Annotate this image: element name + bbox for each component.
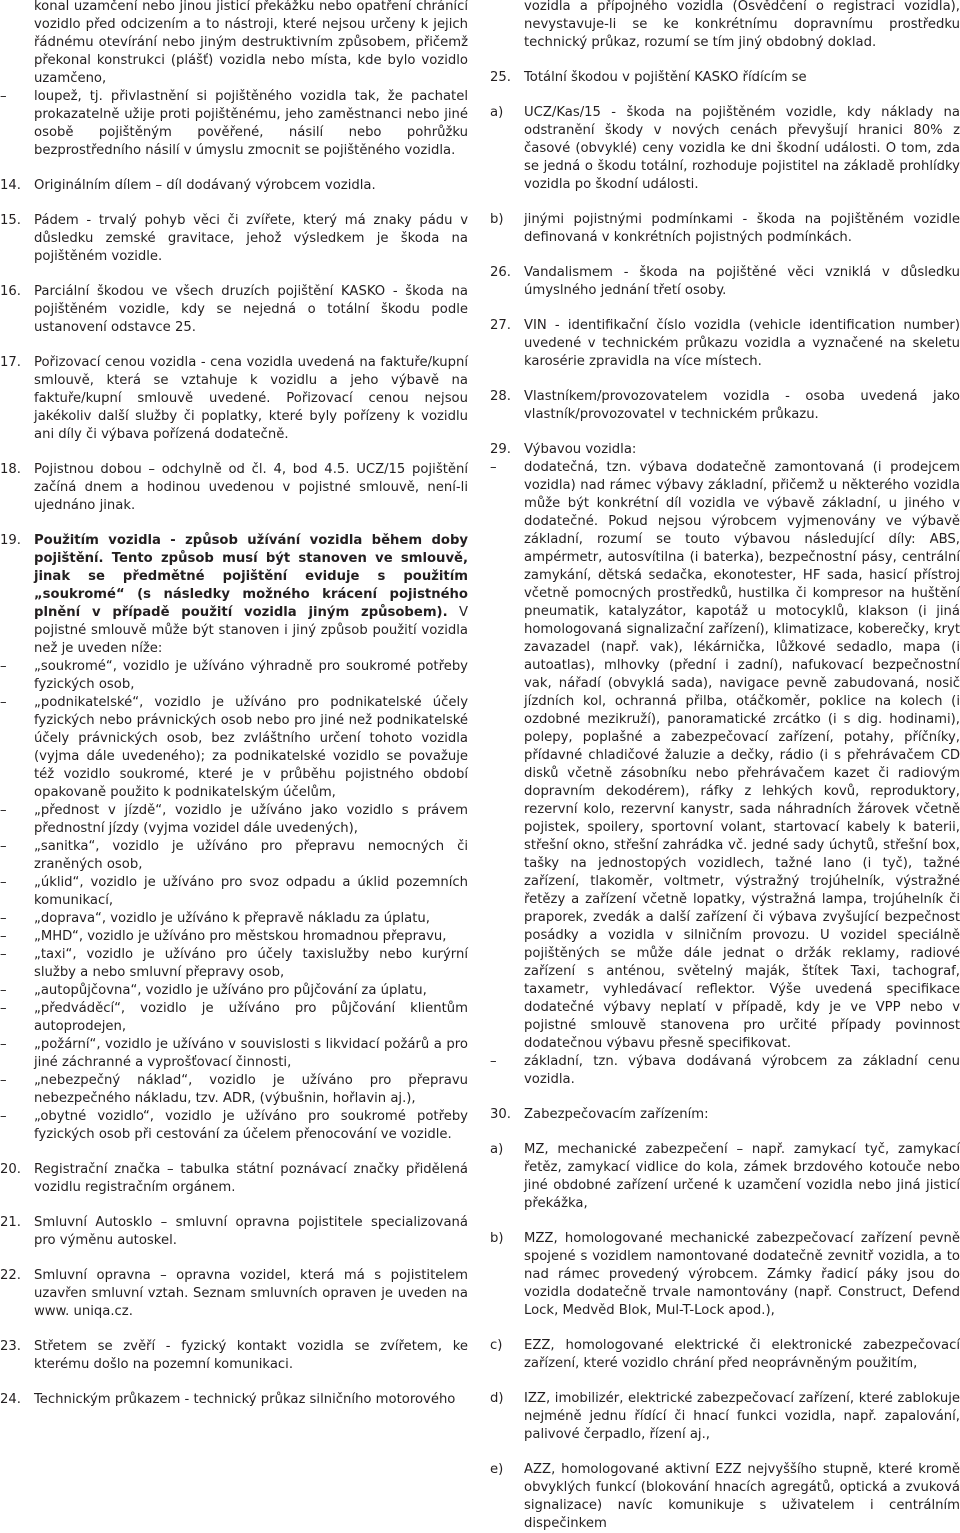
dash-marker: – xyxy=(0,695,7,710)
definition-item: 24. Technickým průkazem - technický průkaz silničního motorového xyxy=(0,1392,456,1407)
definition-17: 17. Pořizovací cenou vozidla - cena vozidla uvedená na faktuře/kupní smlouvě, která se vztahuje k vozidlu a jeho výbavě na faktuře/kupní smlouvě uvedené. Pořizovací cenou nejsou jakékoliv další služby či poplatky, které byly pořízeny k vozidlu ani díly či výbava pořízená dodatečně. xyxy=(0,355,468,442)
dash-marker: – xyxy=(0,89,7,104)
list-item: – „přednost v jízdě“, vozidlo je užíváno jako vozidlo s právem přednostní jízdy (vyjma vozidel dále uvedených), xyxy=(0,803,468,836)
sub-item: a) MZ, mechanické zabezpečení – např. zamykací tyč, zamykací řetěz, zamykací vidlice do kola, zámek brzdového kotouče nebo jiné obdobné zařízení určené k uzamčení vozidla nebo jiná jisticí překážka, xyxy=(490,1142,960,1211)
sub-item-a: a) UCZ/Kas/15 - škoda na pojištěném vozidle, kdy náklady na odstranění škody v nových cenách převyšují hranici 80% z časové (obvyklé) ceny vozidla ke dni škodní události. O tom, zda se jedná o škodu totální, rozhoduje pojistitel na základě prohlídky vozidla po škodní události. xyxy=(490,105,960,192)
dash-marker: – xyxy=(0,1109,7,1124)
dash-marker: – xyxy=(0,875,7,890)
definitions-20-24 xyxy=(0,1161,468,1409)
list-item: – „úklid“, vozidlo je užíváno pro svoz odpadu a úklid pozemních komunikací, xyxy=(0,875,468,908)
dash-marker: – xyxy=(0,1073,7,1088)
list-item: – „autopůjčovna“, vozidlo je užíváno pro půjčování za úplatu, xyxy=(0,983,427,998)
definition-28: 28. Vlastníkem/provozovatelem vozidla - osoba uvedená jako vlastník/provozovatel v technickém průkazu. xyxy=(490,389,960,422)
list-item: – „sanitka“, vozidlo je užíváno pro přepravu nemocných či zraněných osob, xyxy=(0,839,468,872)
sub-item: d) IZZ, imobilizér, elektrické zabezpečovací zařízení, které zablokuje nejméně jednu řídící či hnací funkci vozidla, např. zapalování, palivové čerpadlo, řízení aj., xyxy=(490,1391,960,1442)
definition-26: 26. Vandalismem - škoda na pojištěné věci vzniklá v důsledku úmyslného jednání třetí osoby. xyxy=(490,265,960,298)
definition-16: 16. Parciální škodou ve všech druzích pojištění KASKO - škoda na pojištěném vozidle, kdy se nejedná o totální škodu podle ustanovení odstavce 25. xyxy=(0,284,468,335)
definition-30: 30. Zabezpečovacím zařízením: xyxy=(490,1107,709,1122)
definition-19: 19. Použitím vozidla - způsob užívání vozidla během doby pojištění. Tento způsob musí být stanoven ve smlouvě, jinak se předmětné pojištění eviduje s použitím „soukromé“ (s následky možného krácení pojistného plnění v případě použití vozidla jiným způsobem). V pojistné smlouvě může být stanoven i jiný způsob použití vozidla než je uveden níže: xyxy=(0,533,468,656)
dash-marker: – xyxy=(0,929,7,944)
left-column xyxy=(0,0,468,1409)
right-column xyxy=(490,0,960,1533)
definition-25: 25. Totální škodou v pojištění KASKO řídícím se xyxy=(490,70,807,85)
dash-marker: – xyxy=(0,911,7,926)
usage-list xyxy=(0,658,468,1144)
list-item: – „požární“, vozidlo je užíváno v souvislosti s likvidací požárů a pro jiné záchranné a vyprošťovací činnosti, xyxy=(0,1037,468,1070)
dash-marker: – xyxy=(0,659,7,674)
list-item: – „předváděcí“, vozidlo je užíváno pro půjčování klientům autoprodejen, xyxy=(0,1001,468,1034)
dash-marker: – xyxy=(0,1001,7,1016)
definition-29: 29. Výbavou vozidla: xyxy=(490,442,637,457)
list-item: – „obytné vozidlo“, vozidlo je užíváno pro soukromé potřeby fyzických osob při cestování za účelem přenocování ve vozidle. xyxy=(0,1109,468,1142)
security-devices-list xyxy=(490,1124,960,1533)
dash-marker: – xyxy=(0,1037,7,1052)
intro-paragraph-right: vozidla a přípojného vozidla (Osvědčení o registraci vozidla), nevystavuje-li se ke konkrétnímu dopravnímu prostředku technický průkaz, rozumí se tím jiný obdobný doklad. xyxy=(524,0,960,50)
list-item: – „MHD“, vozidlo je užíváno pro městskou hromadnou přepravu, xyxy=(0,929,447,944)
definition-18: 18. Pojistnou dobou – odchylně od čl. 4, bod 4.5. UCZ/15 pojištění začíná dnem a hodinou uvedenou v pojistné smlouvě, není-li ujednáno jinak. xyxy=(0,462,468,513)
sub-item: e) AZZ, homologované aktivní EZZ nejvyššího stupně, které kromě obvyklých funkcí (blokování hnacích agregátů, optická a zvuková signalizace) navíc komunikuje s uživatelem i centrálním dispečinkem xyxy=(490,1462,960,1531)
definition-27: 27. VIN - identifikační číslo vozidla (vehicle identification number) uvedené v technickém průkazu vozidla a vyznačené na skeletu karosérie zpravidla na více místech. xyxy=(490,318,960,369)
list-item: – „nebezpečný náklad“, vozidlo je užíváno pro přepravu nebezpečného nákladu, tzv. ADR, (výbušnin, hořlavin aj.), xyxy=(0,1073,468,1106)
list-item: – „taxi“, vozidlo je užíváno pro účely taxislužby nebo kurýrní služby a nebo smluvní přepravy osob, xyxy=(0,947,468,980)
definition-15: 15. Pádem - trvalý pohyb věci či zvířete, který má znaky pádu v důsledku zemské gravitace, jehož výsledkem je škoda na pojištěném vozidle. xyxy=(0,213,468,264)
definition-item: 22. Smluvní opravna – opravna vozidel, která má s pojistitelem uzavřen smluvní vztah. Seznam smluvních opraven je uveden na www. uniqa.cz. xyxy=(0,1268,468,1319)
sub-item: c) EZZ, homologované elektrické či elektronické zabezpečovací zařízení, které vozidlo chrání před neoprávněným použitím, xyxy=(490,1338,960,1371)
dash-marker: – xyxy=(0,983,7,998)
dash-marker: – xyxy=(0,803,7,818)
definition-item: 20. Registrační značka – tabulka státní poznávací značky přidělená vozidlu registračním orgánem. xyxy=(0,1162,468,1195)
definition-item: 21. Smluvní Autosklo – smluvní opravna pojistitele specializovaná pro výměnu autoskel. xyxy=(0,1215,468,1248)
list-item: – „podnikatelské“, vozidlo je užíváno pro podnikatelské účely fyzických nebo právnických osob nebo pro jiné než podnikatelské účely právnických osob, bez zvláštního určení tohoto vozidla (vyjma dále uvedeného); za podnikatelské vozidlo se považuje též vozidlo soukromé, které je v průběhu pojistného období opakovaně použito k podnikatelským účelům, xyxy=(0,695,468,800)
list-item: – „doprava“, vozidlo je užíváno k přepravě nákladu za úplatu, xyxy=(0,911,430,926)
list-item: – „soukromé“, vozidlo je užíváno výhradně pro soukromé potřeby fyzických osob, xyxy=(0,659,468,692)
sub-item-b: b) jinými pojistnými podmínkami - škoda na pojištěném vozidle definovaná v konkrétních pojistných podmínkách. xyxy=(490,212,960,245)
dash-marker: – xyxy=(0,839,7,854)
list-item: – dodatečná, tzn. výbava dodatečně zamontovaná (i prodejcem vozidla) nad rámec výbavy základní, přičemž u některého vozidla může být konkrétní díl vozidla ve výbavě základní, u jiného v dodatečné. Pokud nejsou výrobcem vyjmenovány ve výbavě základní, rozumí se touto výbavou následující díly: ABS, ampérmetr, autosvítilna (i baterka), bezpečnostní pásy, centrální zamykání, dětská sedačka, ekonotester, HF sada, hasicí přístroj včetně pomocných prostředků, hustilka či kompresor na huštění pneumatik, katalyzátor, kapotáž u motocyklů, klakson (i jiná homologovaná signalizační zařízení), klimatizace, koberečky, kryt zavazadel (např. vak), lékárnička, lůžkové sedadlo, mapa (i autoatlas), mlhovky (přední i zadní), nafukovací bezpečnostní vak, nářadí (obvyklá sada), navigace pevně zabudovaná, nosič jízdních kol, ochranná přilba, otáčkoměr, poklice na kolech (i ozdobné mezikruží), panoramatické zrcátko (i s dig. hodinami), polepy, poplašné a zabezpečovací zařízení, potahy, příčníky, přídavné chladičové žaluzie a dečky, rádio (i s přehrávačem CD disků včetně zásobníku nebo přehrávačem kazet či radiovým dopravním dekodérem), ráfky z lehkých kovů, reproduktory, rezervní kolo, rezervní kanystr, sada náhradních žárovek včetně pojistek, spoilery, sportovní volant, startovací kabely k baterii, střešní okno, střešní zahrádka vč. jedné sady úchytů, střešní box, tašky na jednostopých vozidlech, tažné lano (i tyč), tažné zařízení, tlakoměr, voltmetr, výstražný trojúhelník, výstražné řetězy a zařízení včetně lopatky, výstražná lampa, trojúhelník či praporek, zvedák a další zařízení či výbava zvyšující bezpečnost posádky a vozidla v silničním provozu. U vozidel speciálně pojištěných se může dále jednat o držák reklamy, radiové zařízení s anténou, světelný maják, štítek Taxi, tachograf, taxametr, vyhledávací reflektor. Výše uvedená specifikace dodatečné výbavy neplatí v případě, kdy je ve VPP nebo v pojistné smlouvě stanovena pro určité případy povinnost dodatečnou výbavu přesně specifikovat. xyxy=(490,460,960,1051)
list-item: – loupež, tj. přivlastnění si pojištěného vozidla tak, že pachatel prokazatelně užije proti pojištěnému, jeho zaměstnanci nebo jiné osobě pojištěným pověřené, násilí nebo pohrůžku bezprostředního násilí v úmyslu zmocnit se pojištěného vozidla. xyxy=(0,89,468,158)
list-item: – základní, tzn. výbava dodávaná výrobcem za základní cenu vozidla. xyxy=(490,1054,960,1087)
definition-item: 23. Střetem se zvěří - fyzický kontakt vozidla se zvířetem, ke kterému došlo na pozemní komunikaci. xyxy=(0,1339,468,1372)
sub-item: b) MZZ, homologované mechanické zabezpečovací zařízení pevně spojené s vozidlem namontované dodatečně zevnitř vozidla, a to nad rámec provedený výrobcem. Zámky řadicí páky jsou do vozidla dodatečně trvale namontovány (např. Construct, Defend Lock, Medvěd Blok, Mul-T-Lock apod.), xyxy=(490,1231,960,1318)
dash-marker: – xyxy=(0,947,7,962)
intro-paragraph: konal uzamčení nebo jinou jisticí překážku nebo opatření chránící vozidlo před odcizením a to nástroji, které nejsou určeny k jejich řádnému otevírání nebo jiným destruktivním způsobem, přičemž překonal konstrukci (plášť) vozidla nebo místa, kde bylo vozidlo uzamčeno, xyxy=(34,0,468,86)
definition-14: 14. Originálním dílem – díl dodávaný výrobcem vozidla. xyxy=(0,178,376,193)
